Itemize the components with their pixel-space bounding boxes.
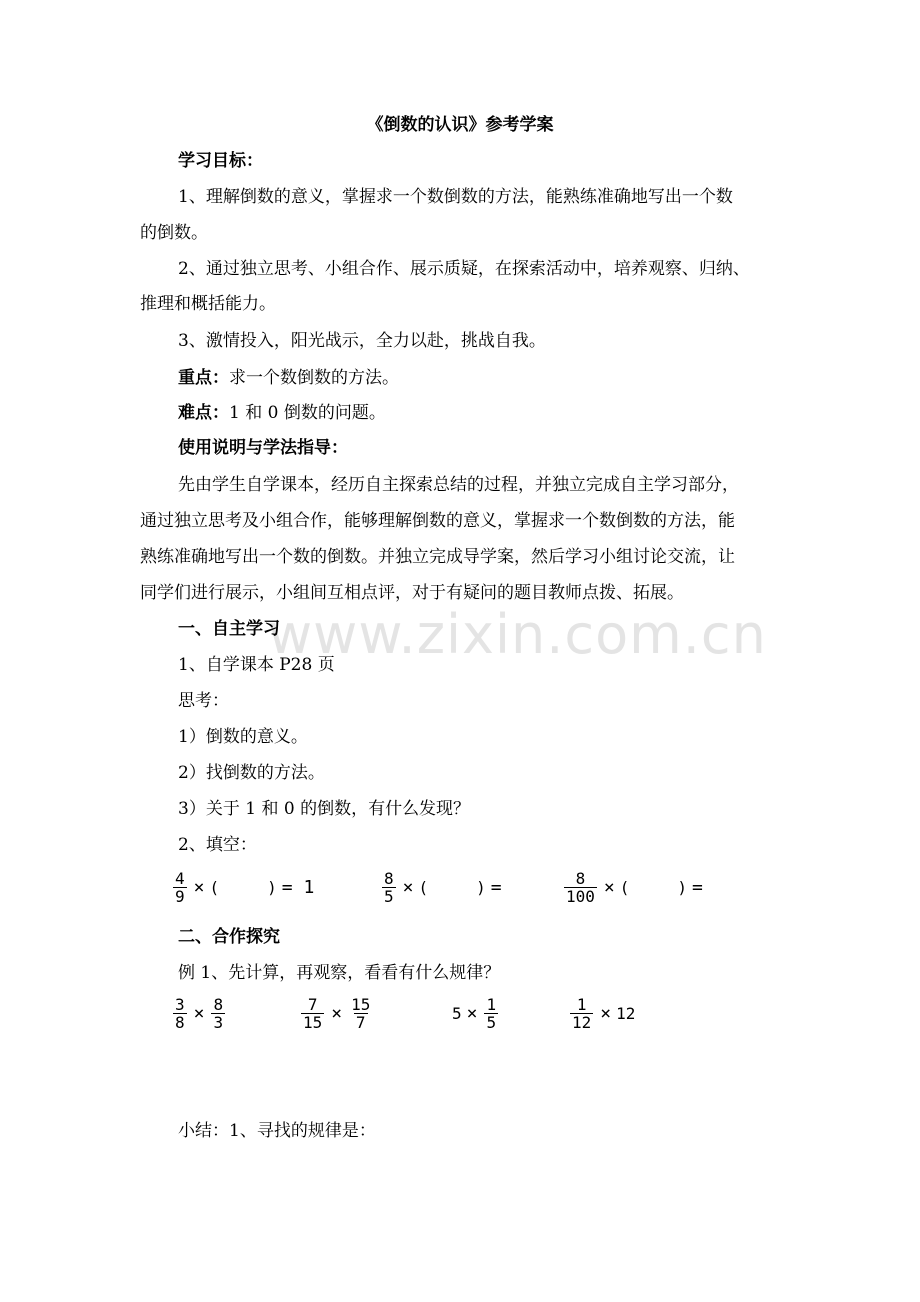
- fill-expression-1: $\frac{4}{9}$ × ( ) = 1: [175, 869, 315, 906]
- key-point: [178, 367, 399, 389]
- objective-3: 3、激情投入，阳光战示，全力以赴，挑战自我。: [178, 331, 546, 351]
- guide-heading: 使用说明与学法指导：: [178, 438, 348, 458]
- watermark: www.zixin.com.cn: [268, 603, 767, 666]
- objective-2-line1: 2、通过独立思考、小组合作、展示质疑，在探索活动中，培养观察、归纳、: [178, 259, 750, 279]
- objective-1-line2: 的倒数。: [140, 223, 208, 243]
- s1-question-3: 3）关于 1 和 0 的倒数，有什么发现？: [178, 799, 471, 819]
- fraction: $\frac{8}{5}$: [384, 869, 394, 906]
- fill-expression-3: $\frac{8}{100}$ × ( ) =: [566, 869, 703, 906]
- fraction: $\frac{3}{8}$: [175, 995, 185, 1032]
- difficulty-text: 1 和 0 倒数的问题。: [229, 403, 386, 423]
- fraction: $\frac{15}{7}$: [351, 995, 371, 1032]
- s1-item-2: 2、填空：: [178, 835, 257, 855]
- section2-heading: 二、合作探究: [178, 927, 280, 947]
- fraction: $\frac{8}{3}$: [213, 995, 224, 1032]
- example-expression-4: $\frac{1}{12}$ × 12: [572, 995, 636, 1032]
- fraction: $\frac{1}{5}$: [486, 995, 497, 1032]
- example-expression-2: $\frac{7}{15}$ × $\frac{15}{7}$: [303, 995, 371, 1032]
- example-1: 例 1、先计算，再观察，看看有什么规律？: [178, 963, 501, 983]
- guide-line-4: 同学们进行展示，小组间互相点评，对于有疑问的题目教师点拨、拓展。: [140, 583, 684, 603]
- s1-think: 思考：: [178, 691, 229, 711]
- section1-heading: 一、自主学习: [178, 619, 280, 639]
- guide-line-2: 通过独立思考及小组合作，能够理解倒数的意义，掌握求一个数倒数的方法，能: [140, 511, 735, 531]
- fraction: $\frac{4}{9}$: [175, 869, 185, 906]
- fraction: $\frac{1}{12}$: [572, 995, 592, 1032]
- s1-item-1: 1、自学课本 P28 页: [178, 655, 335, 675]
- example-expression-3: 5 × $\frac{1}{5}$: [452, 995, 497, 1032]
- fill-expression-2: $\frac{8}{5}$ × ( ) =: [384, 869, 502, 906]
- example-expression-1: $\frac{3}{8}$ × $\frac{8}{3}$: [175, 995, 224, 1032]
- s1-question-1: 1）倒数的意义。: [178, 727, 308, 747]
- fraction: $\frac{7}{15}$: [303, 995, 323, 1032]
- objective-1-line1: 1、理解倒数的意义，掌握求一个数倒数的方法，能熟练准确地写出一个数: [178, 187, 733, 207]
- s1-question-2: 2）找倒数的方法。: [178, 763, 325, 783]
- guide-line-1: 先由学生自学课本，经历自主探索总结的过程，并独立完成自主学习部分，: [178, 475, 739, 495]
- objectives-heading: 学习目标：: [178, 151, 263, 171]
- summary: 小结：1、寻找的规律是：: [178, 1121, 376, 1141]
- difficulty-label: 难点：: [178, 403, 229, 423]
- fraction: $\frac{8}{100}$: [566, 869, 595, 906]
- key-point-text: 求一个数倒数的方法。: [229, 368, 399, 388]
- key-point-label: 重点：: [178, 368, 229, 388]
- objective-2-line2: 推理和概括能力。: [140, 294, 276, 314]
- guide-line-3: 熟练准确地写出一个数的倒数。并独立完成导学案，然后学习小组讨论交流，让: [140, 547, 735, 567]
- difficulty: [178, 402, 386, 424]
- document-title: 《倒数的认识》参考学案: [366, 115, 554, 135]
